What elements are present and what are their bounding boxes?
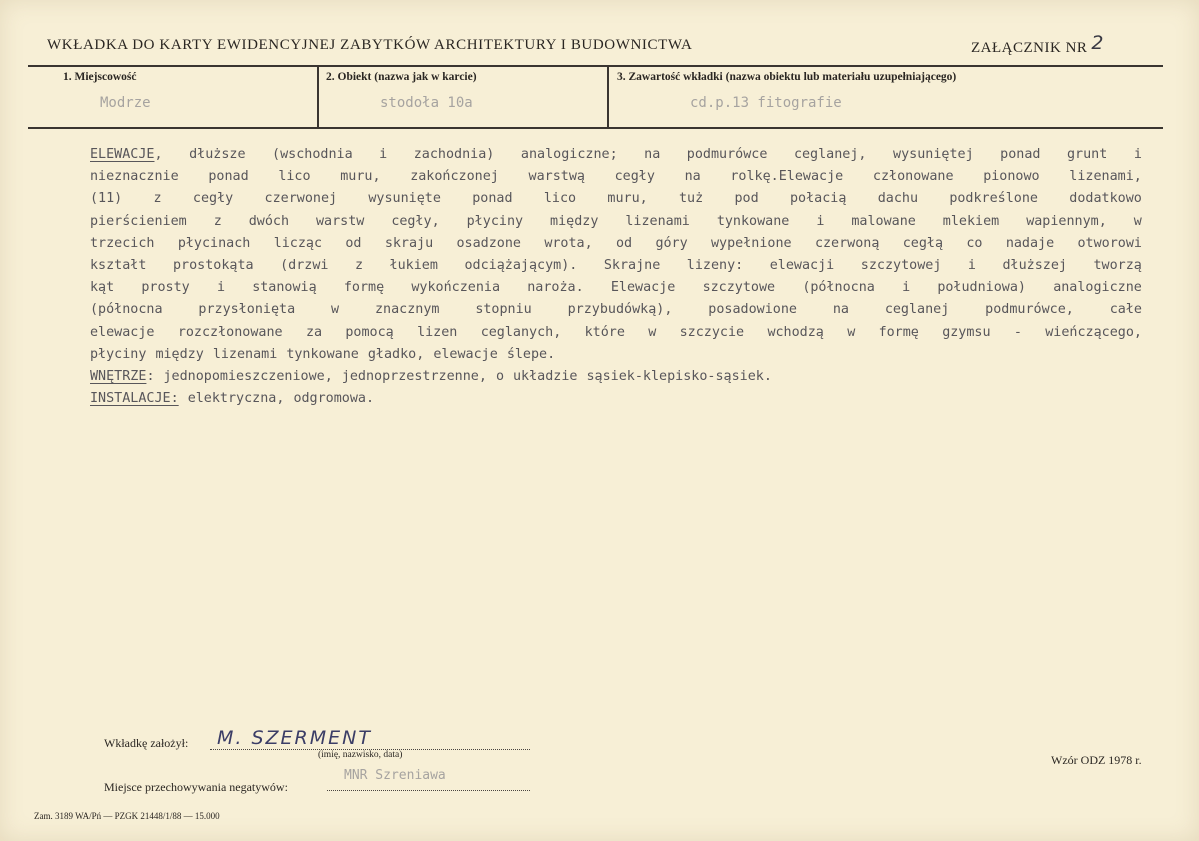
typed-description <box>90 144 1142 410</box>
field-value-content: cd.p.13 fitografie <box>690 95 842 111</box>
annex-number: 2 <box>1091 32 1104 54</box>
field-divider <box>317 66 319 128</box>
header-top-rule <box>28 65 1163 67</box>
body-line: kąt prosty i stanowią formę wykończenia naroża. Elewacje szczytowe (północna i południowa) analogiczne <box>90 280 1142 296</box>
negatives-line <box>327 790 530 791</box>
field-value-locality: Modrze <box>100 95 151 111</box>
field-label-content: 3. Zawartość wkładki (nazwa obiektu lub materiału uzupełniającego) <box>617 71 957 83</box>
author-hint: (imię, nazwisko, data) <box>318 750 403 760</box>
field-value-object: stodoła 10a <box>380 95 473 111</box>
body-line: ELEWACJE, dłuższe (wschodnia i zachodnia) analogiczne; na podmurówce ceglanej, wysuniętej ponad grunt i <box>90 147 1142 162</box>
negatives-value: MNR Szreniawa <box>344 768 446 783</box>
body-line: nieznacznie ponad lico muru, zakończonej warstwą cegły na rolkę.Elewacje członowane pionowo lizenami, <box>90 169 1142 185</box>
body-line: INSTALACJE: elektryczna, odgromowa. <box>90 391 375 407</box>
negatives-label: Miejsce przechowywania negatywów: <box>104 780 288 794</box>
body-line: płyciny między lizenami tynkowane gładko, elewacje ślepe. <box>90 346 556 362</box>
annex-label <box>971 32 1104 57</box>
body-line: WNĘTRZE: jednopomieszczeniowe, jednoprzestrzenne, o układzie sąsiek-klepisko-sąsiek. <box>90 368 772 384</box>
print-info: Zam. 3189 WA/Pń — PZGK 21448/1/88 — 15.000 <box>34 811 220 821</box>
body-line: elewacje rozczłonowane za pomocą lizen ceglanych, które w szczycie wchodzą w formę gzymsu - wieńczącego, <box>90 324 1142 340</box>
body-line: (11) z cegły czerwonej wysunięte ponad lico muru, tuż pod połacią dachu podkreślone dodatkowo <box>90 191 1142 207</box>
form-title: WKŁADKA DO KARTY EWIDENCYJNEJ ZABYTKÓW ARCHITEKTURY I BUDOWNICTWA <box>47 37 693 53</box>
template-version: Wzór ODZ 1978 r. <box>1051 753 1142 767</box>
header-bottom-rule <box>28 127 1163 129</box>
body-line: trzecich płycinach licząc od skraju osadzone wrota, od góry wypełnione czerwoną cegłą co nadaje otworowi <box>90 235 1142 251</box>
body-line: (północna przysłonięta w znacznym stopniu przybudówką), posadowione na ceglanej podmurówce, całe <box>90 302 1142 318</box>
body-line: pierścieniem z dwóch warstw cegły, płyciny między lizenami tynkowane i malowane mlekiem wapiennym, w <box>90 213 1142 229</box>
field-label-object: 2. Obiekt (nazwa jak w karcie) <box>326 71 477 83</box>
body-line: kształt prostokąta (drzwi z łukiem odciążającym). Skrajne lizeny: elewacji szczytowej i dłuższej tworzą <box>90 257 1142 273</box>
field-label-locality: 1. Miejscowość <box>63 71 137 83</box>
author-signature: M. SZERMENT <box>217 727 372 749</box>
author-label: Wkładkę założył: <box>104 736 189 750</box>
field-divider <box>607 66 609 128</box>
annex-label-text: ZAŁĄCZNIK NR <box>971 40 1088 56</box>
